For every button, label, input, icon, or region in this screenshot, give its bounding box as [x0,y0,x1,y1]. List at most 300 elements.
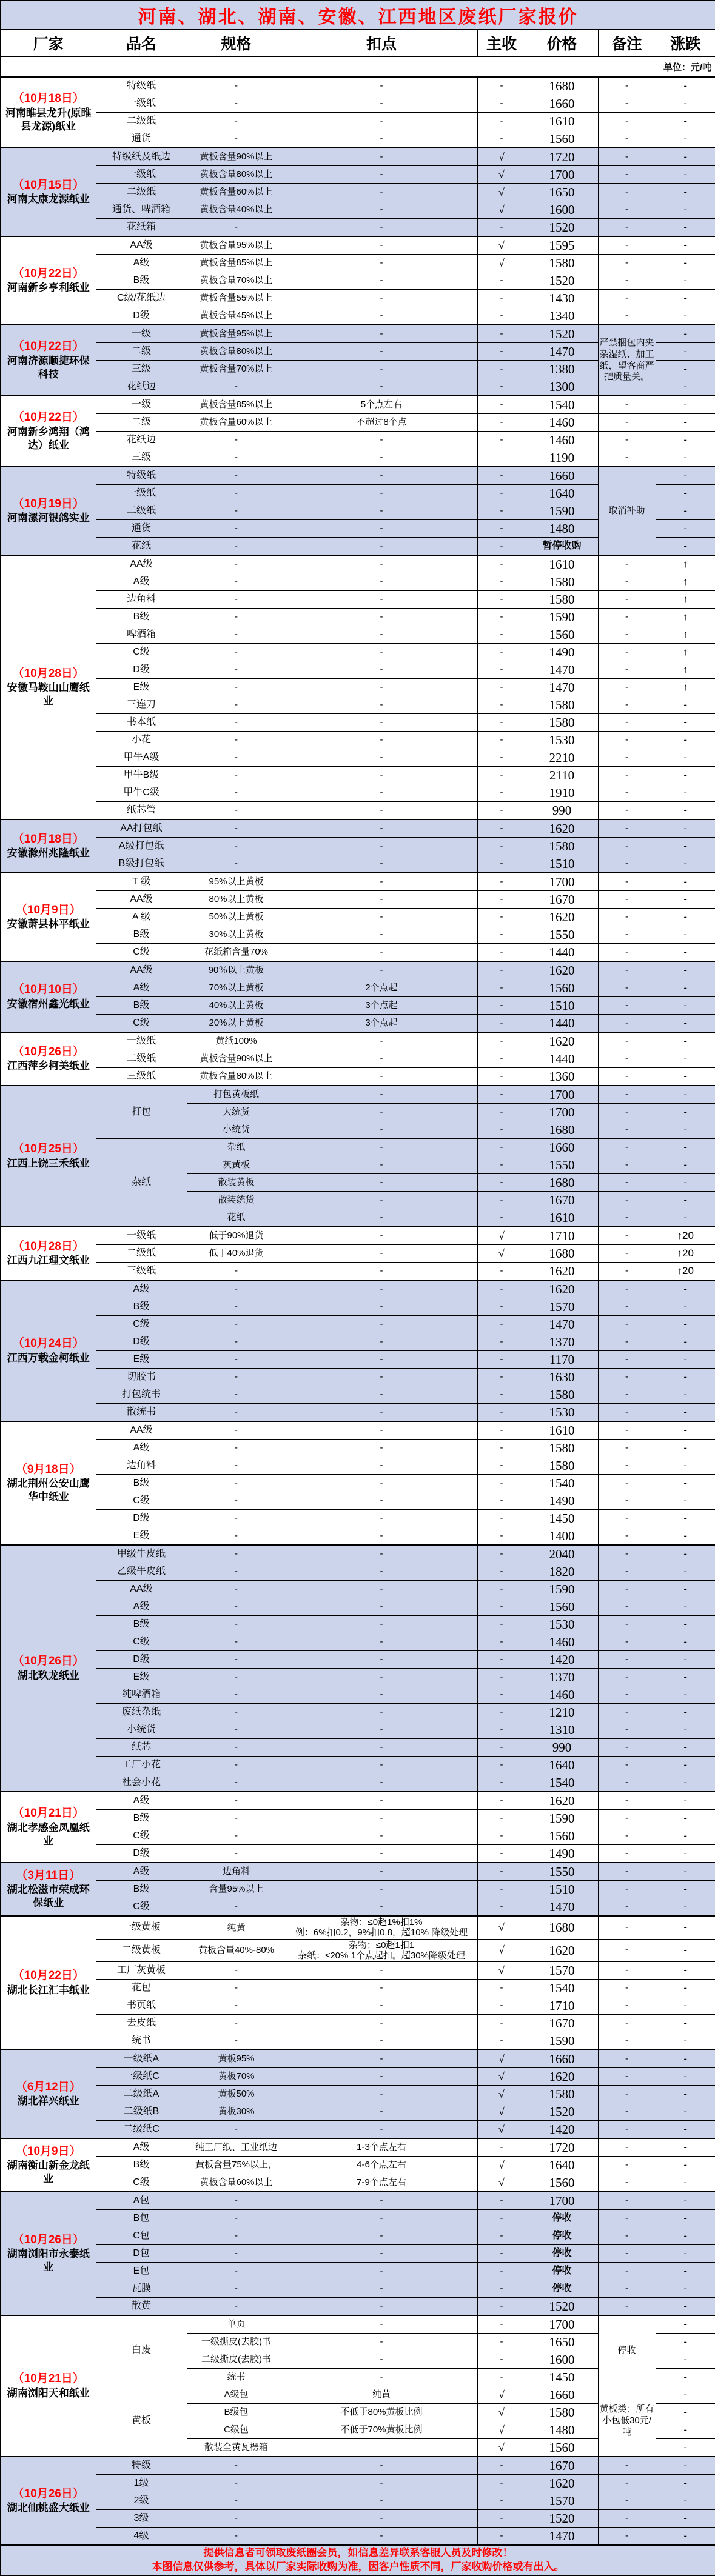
table-row [1,255,715,272]
price-cell: 1570 [526,2492,598,2510]
table-row [1,1827,715,1845]
main-collect-cell: - [477,113,526,130]
deduction-cell: - [286,944,477,962]
col-header-spec: 规格 [187,30,286,56]
table-row [1,166,715,184]
main-collect-cell: - [477,2351,526,2369]
company-name: 湖北玖龙纸业 [17,1669,79,1681]
deduction-cell: - [286,1598,477,1616]
price-cell: 1670 [526,1192,598,1209]
company-name: 河南太康龙源纸业 [7,193,90,205]
price-cell: 1460 [526,1633,598,1651]
table-row [1,2121,715,2139]
product-item-cell: 单页 [187,2315,286,2334]
product-cell: AA级 [96,236,187,255]
product-item-cell: B级包 [187,2404,286,2421]
product-cell: A级 [96,1792,187,1810]
company-cell [1,236,96,325]
main-collect-cell: √ [477,236,526,255]
spec-cell: - [187,502,286,520]
spec-cell: - [187,1351,286,1369]
price-cell: 1420 [526,1651,598,1669]
change-cell: - [656,255,715,272]
product-cell: 2级 [96,2492,187,2510]
remark-cell: - [598,1810,656,1827]
table-row [1,591,715,609]
product-cell: 特级 [96,2457,187,2475]
change-cell: - [656,1792,715,1810]
deduction-cell: - [286,661,477,679]
price-cell: 暂停收购 [526,538,598,556]
product-cell: 通货 [96,130,187,148]
price-cell: 1470 [526,343,598,361]
main-collect-cell: - [477,432,526,449]
product-cell: 边角料 [96,591,187,609]
table-row [1,1440,715,1457]
change-cell: - [656,1015,715,1033]
main-collect-cell: √ [477,255,526,272]
main-collect-cell: - [477,1050,526,1068]
price-cell: 1470 [526,661,598,679]
change-cell: - [656,95,715,113]
price-cell: 1520 [526,2298,598,2316]
remark-cell: - [598,855,656,873]
remark-cell: - [598,2174,656,2192]
price-cell: 1520 [526,2510,598,2528]
main-collect-cell: - [477,1121,526,1139]
deduction-cell: 杂物：≤0超1扣1 杂纸：≤20% 1个点起扣。超30%降级处理 [286,1939,477,1962]
change-cell: - [656,1863,715,1881]
deduction-cell: - [286,855,477,873]
change-cell: - [656,1156,715,1174]
main-collect-cell: - [477,1898,526,1917]
price-cell: 1360 [526,1068,598,1086]
remark-cell: - [598,255,656,272]
price-cell: 1520 [526,2103,598,2121]
deduction-cell: - [286,1227,477,1245]
table-row [1,1581,715,1598]
change-cell: - [656,1581,715,1598]
remark-cell: 黄板类：所有小包低30元/吨 [598,2386,656,2457]
change-cell: - [656,520,715,538]
change-cell: - [656,2157,715,2174]
remark-cell: - [598,961,656,979]
table-row [1,1810,715,1827]
product-cell: 特级纸 [96,77,187,95]
spec-cell: - [187,1581,286,1598]
main-collect-cell: - [477,325,526,343]
change-cell: - [656,1721,715,1739]
deduction-cell: - [286,1104,477,1121]
spec-cell: 黄板95% [187,2050,286,2068]
deduction-cell: - [286,2457,477,2475]
product-cell: 打包统书 [96,1386,187,1404]
main-collect-cell: - [477,1104,526,1121]
main-collect-cell: - [477,2528,526,2546]
spec-cell: - [187,485,286,502]
price-cell: 1540 [526,1980,598,1997]
change-cell: ↑ [656,626,715,644]
main-collect-cell: - [477,520,526,538]
deduction-cell: - [286,219,477,237]
price-cell: 1490 [526,1845,598,1863]
main-collect-cell: - [477,1386,526,1404]
price-cell: 1580 [526,591,598,609]
deduction-cell: 不低于80%黄板比例 [286,2404,477,2421]
change-cell: - [656,2439,715,2457]
spec-cell: - [187,714,286,732]
deduction-cell: - [286,325,477,343]
deduction-cell [286,2439,477,2457]
product-cell: 花包 [96,1980,187,1997]
remark-cell: - [598,1581,656,1598]
remark-cell: - [598,1845,656,1863]
change-cell: - [656,732,715,749]
deduction-cell: - [286,2369,477,2386]
price-cell: 1580 [526,696,598,714]
quote-date: （10月21日） [12,2372,84,2386]
change-cell: - [656,961,715,979]
price-cell: 1700 [526,166,598,184]
price-cell: 1550 [526,1863,598,1881]
main-collect-cell: - [477,2138,526,2157]
footer-note [1,2545,715,2575]
change-cell: - [656,2210,715,2227]
remark-cell: - [598,2263,656,2280]
main-collect-cell: - [477,2315,526,2334]
main-collect-cell: √ [477,2050,526,2068]
deduction-cell: - [286,272,477,290]
remark-cell: - [598,1898,656,1917]
main-collect-cell: - [477,1086,526,1104]
table-row [1,2457,715,2475]
main-collect-cell: - [477,378,526,396]
change-cell: - [656,1616,715,1633]
deduction-cell: 杂物：≤0超1%扣1% 例：6%扣0.2，9%扣0.8，超10% 降级处理 [286,1916,477,1939]
product-cell: 三级 [96,361,187,378]
change-cell: - [656,2227,715,2245]
deduction-cell: - [286,1704,477,1721]
main-collect-cell: - [477,1440,526,1457]
price-cell: 1170 [526,1351,598,1369]
company-cell [1,2138,96,2192]
product-cell: 二级纸 [96,184,187,201]
change-cell: - [656,1810,715,1827]
table-row [1,1563,715,1581]
deduction-cell: - [286,378,477,396]
table-row [1,1139,715,1156]
company-name: 江西万载金柯纸业 [7,1352,90,1364]
product-cell: D级 [96,1651,187,1669]
change-cell: - [656,1598,715,1616]
col-header-price: 价格 [526,30,598,56]
product-item-cell: 散装全黄瓦楞箱 [187,2439,286,2457]
change-cell: - [656,1369,715,1386]
remark-cell: - [598,2280,656,2298]
main-collect-cell: - [477,2263,526,2280]
main-collect-cell: - [477,1369,526,1386]
deduction-cell: - [286,95,477,113]
deduction-cell: - [286,130,477,148]
product-cell: A级 [96,573,187,591]
remark-cell: - [598,819,656,838]
price-cell: 1640 [526,485,598,502]
deduction-cell: - [286,1245,477,1263]
deduction-cell: - [286,2192,477,2210]
price-cell: 1620 [526,1939,598,1962]
price-cell: 1440 [526,944,598,962]
deduction-cell: - [286,573,477,591]
deduction-cell: - [286,1209,477,1227]
change-cell: - [656,1510,715,1527]
quote-date: （10月9日） [15,903,81,916]
price-cell: 1300 [526,378,598,396]
product-cell: C级 [96,944,187,962]
spec-cell: - [187,1704,286,1721]
main-collect-cell: √ [477,2103,526,2121]
main-collect-cell: - [477,2457,526,2475]
price-cell: 停收 [526,2210,598,2227]
spec-cell: - [187,1492,286,1510]
change-cell: - [656,1068,715,1086]
table-row [1,201,715,219]
product-cell: B级 [96,926,187,944]
price-cell: 1370 [526,1669,598,1686]
product-cell: A级打包纸 [96,838,187,855]
price-cell: 1540 [526,396,598,414]
change-cell: - [656,1774,715,1792]
main-collect-cell: √ [477,1227,526,1245]
company-cell [1,1086,96,1227]
price-cell: 1630 [526,1369,598,1386]
product-cell: C级 [96,1633,187,1651]
main-collect-cell: - [477,2245,526,2263]
deduction-cell: - [286,502,477,520]
price-cell: 1620 [526,1263,598,1281]
company-name: 湖南衡山新金龙纸业 [7,2160,90,2185]
col-header-factory: 厂家 [1,30,96,56]
deduction-cell: - [286,802,477,820]
product-cell: E级 [96,1527,187,1546]
main-collect-cell: - [477,1827,526,1845]
change-cell: - [656,113,715,130]
main-collect-cell: - [477,626,526,644]
change-cell: - [656,361,715,378]
deduction-cell: - [286,520,477,538]
deduction-cell: - [286,1263,477,1281]
table-row [1,307,715,325]
price-cell: 1510 [526,1881,598,1898]
price-cell: 1470 [526,2528,598,2546]
remark-cell: - [598,236,656,255]
product-cell: 花纸 [96,538,187,556]
main-collect-cell: - [477,909,526,926]
product-cell: 纸芯管 [96,802,187,820]
main-collect-cell: √ [477,166,526,184]
product-item-cell: 大统货 [187,1104,286,1121]
remark-cell: - [598,449,656,467]
product-cell: A包 [96,2192,187,2210]
company-cell [1,1792,96,1863]
remark-cell: - [598,2227,656,2245]
product-cell: D级 [96,307,187,325]
deduction-cell: - [286,1421,477,1440]
product-cell: B级 [96,272,187,290]
product-cell: AA级 [96,555,187,573]
remark-cell: - [598,891,656,909]
remark-cell: - [598,1068,656,1086]
change-cell: - [656,485,715,502]
deduction-cell: - [286,1440,477,1457]
main-collect-cell: - [477,819,526,838]
change-cell: ↑ [656,609,715,626]
price-cell: 1210 [526,1704,598,1721]
deduction-cell: - [286,1280,477,1298]
change-cell: - [656,2421,715,2439]
company-name: 河南漯河银鸽实业 [7,512,90,524]
deduction-cell: - [286,538,477,556]
change-cell: - [656,1980,715,1997]
price-cell: 990 [526,802,598,820]
remark-cell: - [598,1245,656,1263]
main-collect-cell: - [477,1739,526,1757]
remark-cell: - [598,130,656,148]
deduction-cell: - [286,2510,477,2528]
spec-cell: - [187,1545,286,1563]
spec-cell: - [187,130,286,148]
spec-cell: - [187,1386,286,1404]
product-cell: AA级 [96,1581,187,1598]
remark-cell: - [598,1457,656,1475]
main-collect-cell: - [477,1792,526,1810]
remark-cell: - [598,784,656,802]
price-cell: 1700 [526,1104,598,1121]
deduction-cell: - [286,1845,477,1863]
change-cell: - [656,2351,715,2369]
remark-cell: - [598,838,656,855]
deduction-cell: - [286,1316,477,1333]
main-collect-cell: - [477,1156,526,1174]
table-row [1,1316,715,1333]
price-cell: 1590 [526,502,598,520]
main-collect-cell: - [477,1757,526,1774]
change-cell: - [656,1997,715,2015]
table-row [1,1421,715,1440]
main-collect-cell: - [477,732,526,749]
table-row [1,926,715,944]
change-cell: - [656,467,715,485]
remark-cell: - [598,2050,656,2068]
main-collect-cell: - [477,485,526,502]
remark-cell: - [598,591,656,609]
change-cell: - [656,2280,715,2298]
price-cell: 1450 [526,2369,598,2386]
deduction-cell: - [286,909,477,926]
unit-note: 单位：元/吨 [1,56,715,77]
spec-cell: 花纸箱含量70% [187,944,286,962]
main-collect-cell: - [477,77,526,95]
product-cell: 一级纸C [96,2068,187,2086]
deduction-cell: - [286,2121,477,2139]
table-row [1,819,715,838]
price-cell: 1640 [526,1757,598,1774]
spec-cell: - [187,538,286,556]
col-header-remark: 备注 [598,30,656,56]
remark-cell: - [598,1492,656,1510]
remark-cell: - [598,1386,656,1404]
deduction-cell: 2个点起 [286,979,477,997]
product-cell: 三连刀 [96,696,187,714]
quote-date: （10月26日） [12,2233,84,2246]
table-row [1,414,715,432]
remark-cell: - [598,2138,656,2157]
product-cell: A级 [96,2138,187,2157]
spec-cell: 纯黄 [187,1916,286,1939]
change-cell: - [656,1050,715,1068]
remark-cell: - [598,1174,656,1192]
main-collect-cell: - [477,591,526,609]
price-cell: 1370 [526,1333,598,1351]
change-cell: ↑ [656,661,715,679]
spec-cell: 黄板含量95%以上 [187,325,286,343]
main-collect-cell [477,449,526,467]
price-cell: 2040 [526,1545,598,1563]
main-collect-cell: - [477,1704,526,1721]
change-cell: ↑ [656,644,715,661]
spec-cell: - [187,2121,286,2139]
table-row [1,1962,715,1980]
spec-cell: 低于90%退货 [187,1227,286,1245]
change-cell: ↑20 [656,1227,715,1245]
main-collect-cell: - [477,1174,526,1192]
company-cell [1,2315,96,2457]
change-cell: - [656,1704,715,1721]
remark-cell: - [598,1792,656,1810]
table-row [1,873,715,891]
price-cell: 1580 [526,1440,598,1457]
table-row [1,148,715,166]
deduction-cell: - [286,467,477,485]
table-row [1,714,715,732]
remark-cell: - [598,2210,656,2227]
spec-cell: - [187,819,286,838]
table-row [1,2068,715,2086]
change-cell: - [656,909,715,926]
spec-cell: 黄板含量75%以上， [187,2157,286,2174]
table-row [1,2280,715,2298]
deduction-cell: 3个点起 [286,997,477,1015]
table-row [1,997,715,1015]
remark-cell: - [598,997,656,1015]
change-cell: - [656,184,715,201]
company-name: 江西上饶三禾纸业 [7,1157,90,1169]
spec-cell: - [187,838,286,855]
main-collect-cell: - [477,749,526,767]
product-item-cell: 统书 [187,2369,286,2386]
spec-cell: - [187,378,286,396]
change-cell: - [656,1916,715,1939]
column-header-row [1,30,715,56]
remark-cell: 严禁捆包内夹杂湿纸、加工纸，望客商严把质量关。 [598,325,656,396]
price-cell: 停收 [526,2263,598,2280]
table-row [1,2032,715,2050]
deduction-cell: - [286,1510,477,1527]
table-row [1,1227,715,1245]
change-cell: - [656,2121,715,2139]
spec-cell: - [187,2015,286,2032]
change-cell: - [656,1939,715,1962]
price-cell: 1660 [526,2386,598,2404]
